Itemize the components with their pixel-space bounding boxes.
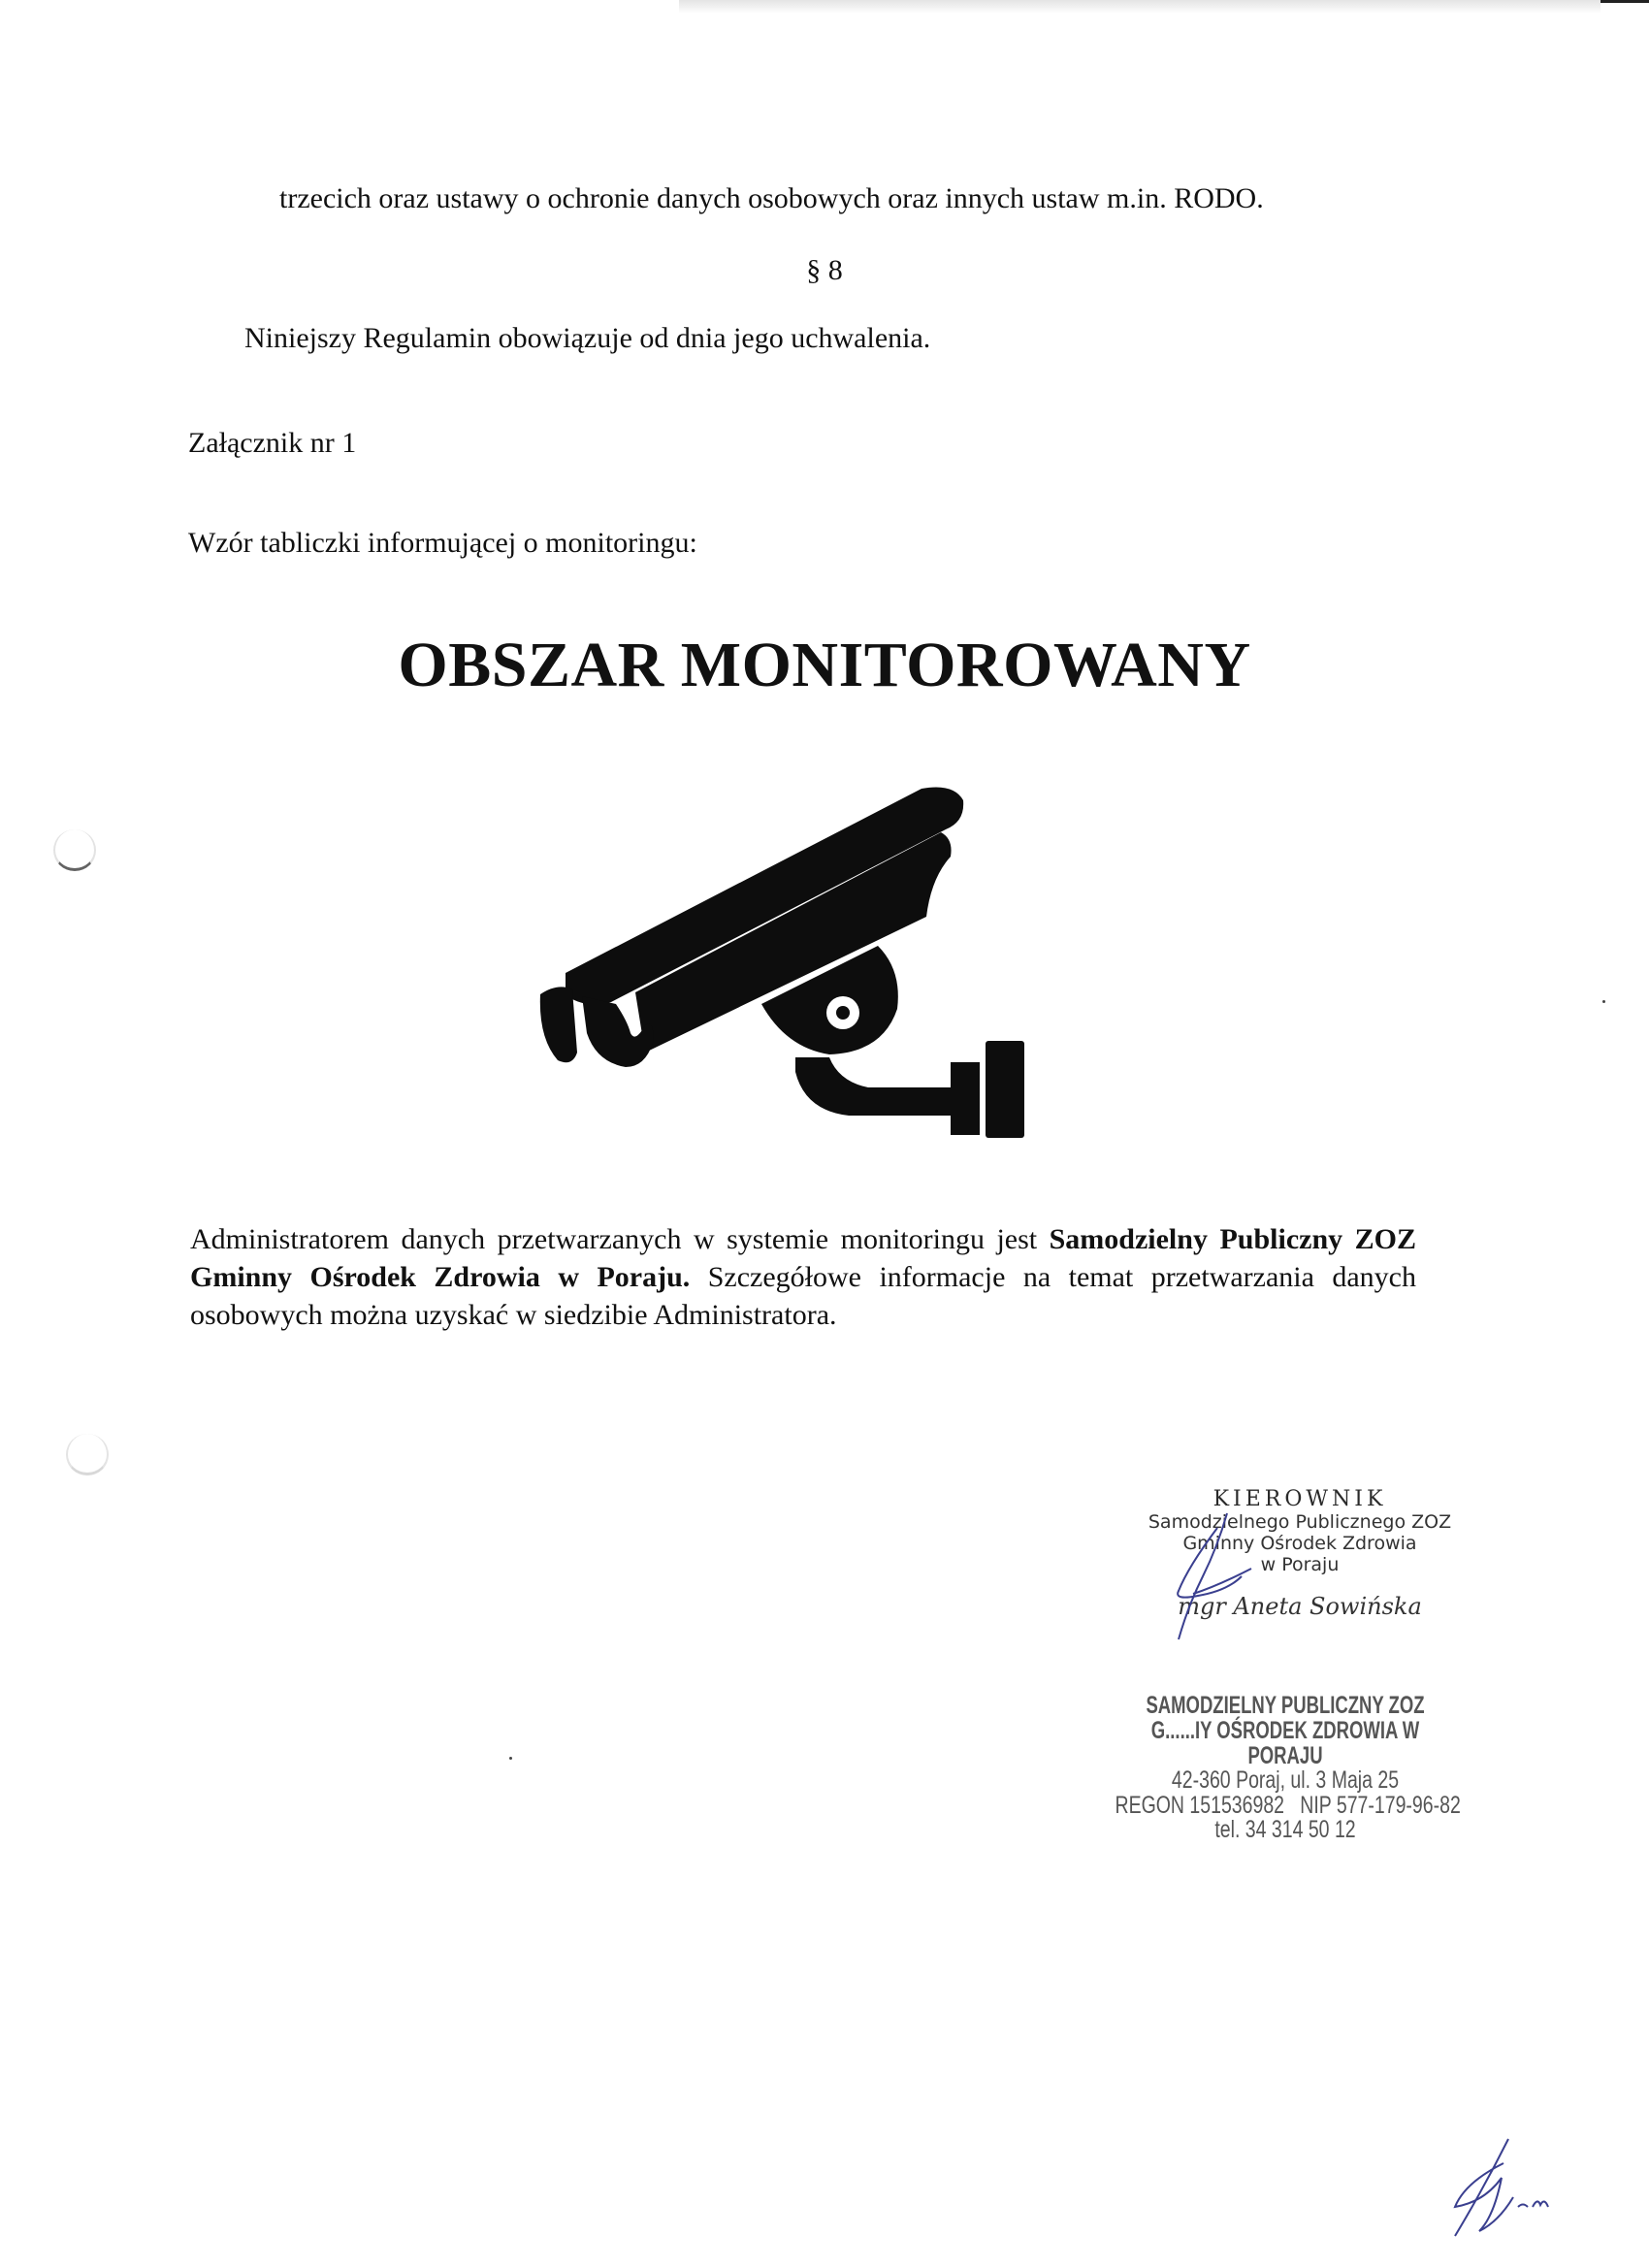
punch-hole-shadow bbox=[53, 829, 96, 871]
stamp-phone: tel. 34 314 50 12 bbox=[1214, 1816, 1356, 1843]
administrator-name: Samodzielny Publiczny ZOZ Gminny Ośrodek Zdrowia w Poraju. bbox=[190, 1223, 1416, 1293]
text-line: trzecich oraz ustawy o ochronie danych osobowych oraz innych ustaw m.in. RODO. bbox=[279, 182, 1264, 214]
signature-line: Gminny Ośrodek Zdrowia bbox=[1182, 1533, 1417, 1554]
sign-title: OBSZAR MONITOROWANY bbox=[398, 630, 1251, 700]
paragraph-text: Szczegółowe informacje na temat przetwarzania danych osobowych można uzyskać w siedzibie Administratora. bbox=[190, 1261, 1417, 1331]
handwritten-initials bbox=[1426, 2129, 1571, 2246]
stamp-line: G......IY OŚRODEK ZDROWIA W PORAJU bbox=[1150, 1717, 1420, 1769]
signature-line: w Poraju bbox=[1260, 1554, 1340, 1575]
annex-heading: Załącznik nr 1 bbox=[188, 427, 357, 459]
stamp-line: SAMODZIELNY PUBLICZNY ZOZ bbox=[1146, 1692, 1425, 1719]
cctv-camera-icon bbox=[538, 771, 1067, 1145]
punch-hole-shadow bbox=[66, 1434, 109, 1475]
signature-line: Samodzielnego Publicznego ZOZ bbox=[1148, 1511, 1452, 1533]
text-line: Niniejszy Regulamin obowiązuje od dnia jego uchwalenia. bbox=[244, 322, 931, 354]
stamp-address: 42-360 Poraj, ul. 3 Maja 25 bbox=[1171, 1766, 1400, 1794]
handwritten-signature bbox=[1159, 1508, 1266, 1644]
scan-speck bbox=[509, 1757, 512, 1760]
section-heading: § 8 bbox=[806, 254, 843, 286]
administrator-paragraph bbox=[190, 1220, 1416, 1334]
scan-speck bbox=[1602, 1000, 1605, 1003]
signature-title: KIEROWNIK bbox=[1212, 1487, 1387, 1511]
signatory-name: mgr Aneta Sowińska bbox=[1178, 1593, 1422, 1620]
institution-stamp bbox=[1067, 1693, 1504, 1843]
stamp-ids: REGON 151536982 NIP 577-179-96-82 bbox=[1115, 1791, 1461, 1819]
scan-corner-mark bbox=[1600, 0, 1649, 3]
scan-top-shadow bbox=[679, 0, 1600, 14]
paragraph-text: Administratorem danych przetwarzanych w systemie monitoringu jest bbox=[190, 1223, 1050, 1255]
template-label: Wzór tabliczki informującej o monitoringu: bbox=[188, 527, 697, 559]
